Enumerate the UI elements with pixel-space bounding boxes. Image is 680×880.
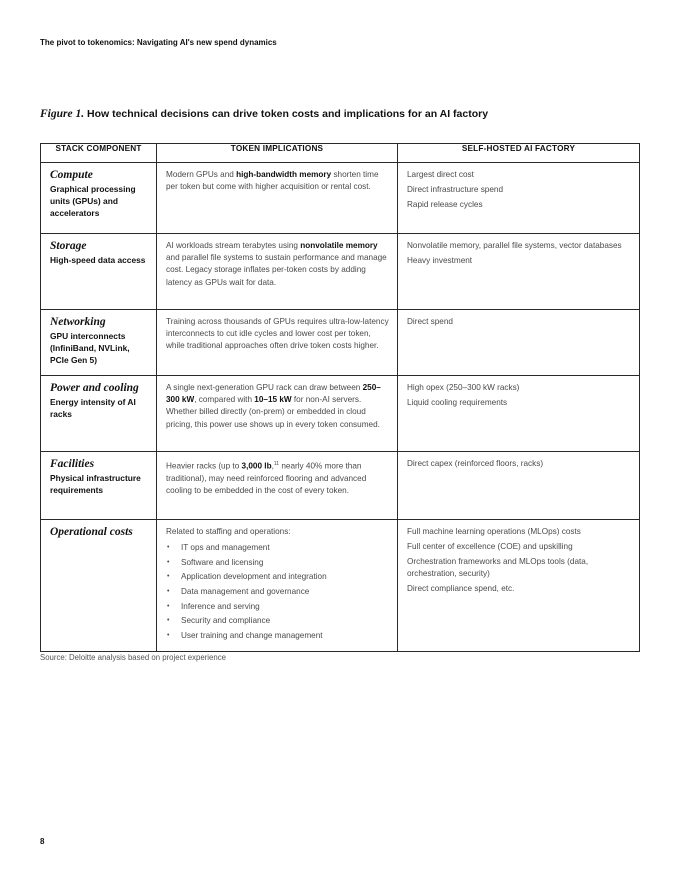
factory-item: High opex (250–300 kW racks) [407,383,520,392]
stack-cost-table [40,143,640,652]
implication-segment: A single next-generation GPU rack can draw between [166,383,363,392]
stack-component-cell [41,163,157,234]
header-self-hosted-factory: SELF-HOSTED AI FACTORY [398,144,640,163]
component-subtitle: Graphical processing units (GPUs) and accelerators [50,184,136,218]
running-head: The pivot to tokenomics: Navigating AI's new spend dynamics [40,38,277,47]
implication-segment: Heavier racks (up to [166,461,242,471]
component-title: Compute [50,169,93,181]
list-item: • Data management and governance [166,586,389,598]
self-hosted-factory-cell [398,234,640,310]
list-item: • User training and change management [166,630,389,642]
source-note: Source: Deloitte analysis based on project experience [40,653,226,662]
factory-item: Largest direct cost [407,170,474,179]
implication-segment: , [271,461,274,471]
factory-item: Rapid release cycles [407,200,483,209]
emphasis-text: nonvolatile memory [300,241,378,250]
factory-item: Orchestration frameworks and MLOps tools (data, orchestration, security) [407,557,589,578]
factory-item: Direct capex (reinforced floors, racks) [407,459,544,468]
component-subtitle: Physical infrastructure requirements [50,473,141,495]
component-title: Facilities [50,458,95,470]
factory-item: Liquid cooling requirements [407,398,508,407]
emphasis-text: high-bandwidth memory [236,170,332,179]
self-hosted-factory-cell [398,452,640,520]
list-item: • Application development and integration [166,571,389,583]
table-row [41,234,640,310]
factory-item: Direct spend [407,317,453,326]
implication-text [166,382,389,431]
list-item: • Software and licensing [166,557,389,569]
table-row [41,310,640,376]
figure-title: How technical decisions can drive token costs and implications for an AI factory [87,108,489,120]
implication-text [166,526,389,538]
emphasis-text: 10–15 kW [254,395,292,405]
factory-item: Direct infrastructure spend [407,185,504,194]
token-implication-cell [157,376,398,452]
implication-segment: for non-AI servers. Whether billed directly (on-prem) or embedded in cloud pricing, this power use shows up in every token consumed. [166,395,380,429]
token-implication-cell [157,452,398,520]
implication-segment: nearly 40% more than traditional), may need reinforced flooring and advanced cooling to be embedded in the cost of every token. [166,461,367,496]
self-hosted-factory-cell [398,376,640,452]
footnote-marker: 11 [273,461,280,467]
implication-segment: and parallel file systems to sustain performance and manage cost. Legacy storage inflates per-token costs by adding latency as GPUs wait for data. [166,253,387,287]
stack-component-cell [41,234,157,310]
stack-component-cell [41,376,157,452]
implication-segment: Modern GPUs and [166,170,237,179]
self-hosted-factory-cell [398,310,640,376]
self-hosted-factory-cell [398,163,640,234]
self-hosted-factory-cell [398,520,640,652]
implication-segment: , compared with [194,395,255,405]
emphasis-text: 250–300 kW [166,383,381,405]
stack-component-cell [41,452,157,520]
factory-item: Heavy investment [407,256,473,265]
implication-text [166,169,389,193]
implication-segment: Training across thousands of GPUs requires ultra-low-latency interconnects to cut idle cycles and lower cost per token, while traditional approaches often drive token costs higher. [166,317,389,351]
component-title: Operational costs [50,526,133,538]
component-subtitle: High-speed data access [50,255,146,265]
token-implication-cell [157,234,398,310]
implication-segment: Related to staffing and operations: [166,527,291,536]
operations-list [166,542,389,642]
figure-caption [40,108,488,120]
header-stack-component: STACK COMPONENT [41,144,157,163]
token-implication-cell [157,163,398,234]
factory-item: Nonvolatile memory, parallel file systems, vector databases [407,241,622,250]
page-number: 8 [40,837,45,846]
list-item: • IT ops and management [166,542,389,554]
component-title: Networking [50,316,106,328]
table-row [41,376,640,452]
component-title: Storage [50,240,87,252]
factory-item: Full machine learning operations (MLOps) costs [407,527,581,536]
table-row [41,452,640,520]
table-row [41,163,640,234]
table-body [41,163,640,652]
implication-segment: shorten time per token but come with higher acquisition or rental cost. [166,170,379,192]
emphasis-text: 3,000 lb [241,461,272,471]
figure-label: Figure 1. [40,108,85,120]
factory-item: Full center of excellence (COE) and upskilling [407,542,573,551]
table-row [41,520,640,652]
implication-text [166,316,389,353]
implication-segment: AI workloads stream terabytes using [166,241,301,250]
implication-text [166,458,389,497]
stack-component-cell [41,310,157,376]
list-item: • Security and compliance [166,615,389,627]
table-header-row [41,144,640,163]
list-item: • Inference and serving [166,601,389,613]
token-implication-cell [157,520,398,652]
implication-text [166,240,389,289]
component-subtitle: GPU interconnects (InfiniBand, NVLink, PCIe Gen 5) [50,331,130,365]
component-title: Power and cooling [50,382,139,394]
stack-component-cell [41,520,157,652]
factory-item: Direct compliance spend, etc. [407,584,515,593]
header-token-implications: TOKEN IMPLICATIONS [157,144,398,163]
component-subtitle: Energy intensity of AI racks [50,397,136,419]
token-implication-cell [157,310,398,376]
